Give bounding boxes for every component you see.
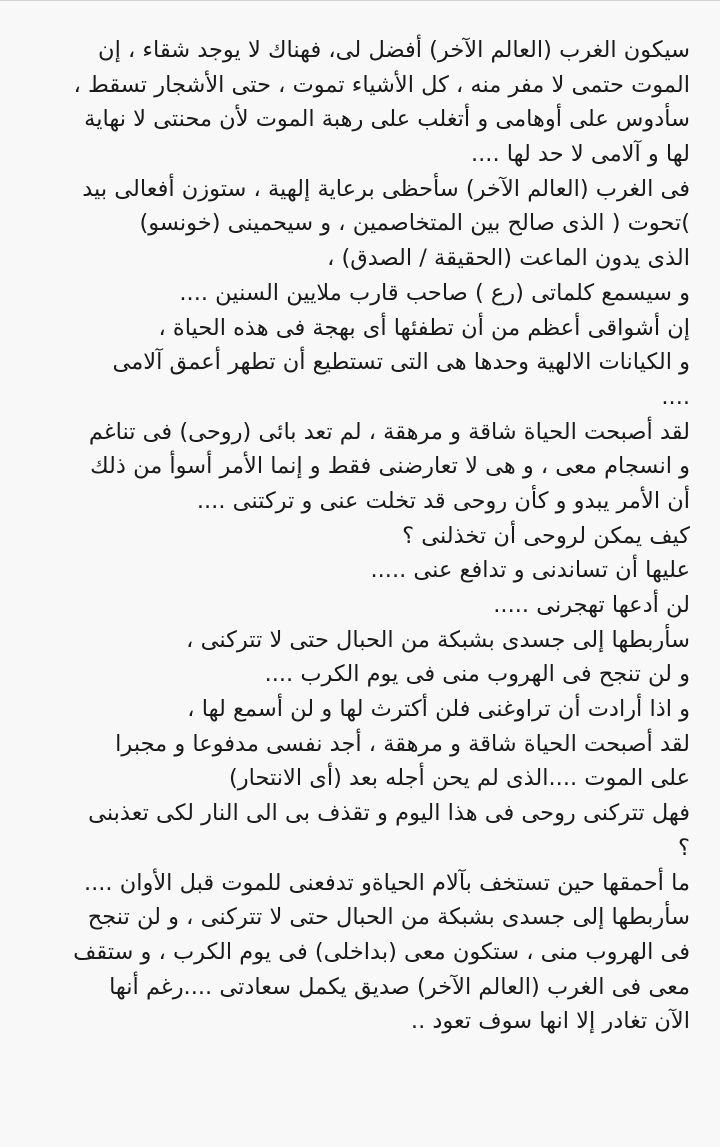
text-line: و سيسمع كلماتى (رع ) صاحب قارب ملايين السنين .... bbox=[179, 279, 690, 306]
text-line: و اذا أرادت أن تراوغنى فلن أكترث لها و لن أسمع لها ، bbox=[187, 696, 690, 723]
text-line: سأربطها إلى جسدى بشبكة من الحبال حتى لا تتركنى ، و لن تنجح bbox=[87, 904, 690, 931]
text-line: فهل تتركنى روحى فى هذا اليوم و تقذف بى الى النار لكى تعذبنى bbox=[88, 800, 690, 827]
text-line: فى الهروب منى ، ستكون معى (بداخلى) فى يوم الكرب ، و ستقف bbox=[73, 938, 690, 965]
text-line: و لن تنجح فى الهروب منى فى يوم الكرب .... bbox=[264, 661, 690, 688]
text-line: كيف يمكن لروحى أن تخذلنى ؟ bbox=[402, 522, 690, 549]
text-line: أن الأمر يبدو و كأن روحى قد تخلت عنى و تركتنى .... bbox=[196, 487, 690, 514]
text-line: عليها أن تساندنى و تدافع عنى ..... bbox=[370, 557, 690, 584]
text-line: فى الغرب (العالم الآخر) سأحظى برعاية إلهية ، ستوزن أفعالى بيد bbox=[82, 175, 690, 202]
text-line: الذى يدون الماعت (الحقيقة / الصدق) ، bbox=[327, 245, 690, 272]
top-divider bbox=[0, 0, 720, 1]
text-line: سأربطها إلى جسدى بشبكة من الحبال حتى لا تتركنى ، bbox=[186, 626, 690, 653]
text-line: إن أشواقى أعظم من أن تطفئها أى بهجة فى هذه الحياة ، bbox=[158, 314, 690, 341]
text-line: على الموت ....الذى لم يحن أجله بعد (أى الانتحار) bbox=[228, 765, 690, 792]
text-line: )تحوت ( الذى صالح بين المتخاصمين ، و سيحمينى (خونسو) bbox=[139, 210, 690, 237]
text-body bbox=[15, 33, 690, 1039]
text-line: الموت حتمى لا مفر منه ، كل الأشياء تموت ، حتى الأشجار تسقط ، bbox=[73, 71, 690, 98]
text-line: و انسجام معى ، و هى لا تعارضنى فقط و إنما الأمر أسوأ من ذلك bbox=[90, 453, 690, 480]
text-line: ما أحمقها حين تستخف بآلام الحياةو تدفعنى للموت قبل الأوان .... bbox=[83, 869, 690, 896]
text-line: سأدوس على أوهامى و أتغلب على رهبة الموت لأن محنتى لا نهاية bbox=[84, 106, 690, 133]
text-line: الآن تغادر إلا انها سوف تعود .. bbox=[410, 1008, 690, 1035]
text-line: لها و آلامى لا حد لها .... bbox=[471, 141, 690, 168]
text-line: لقد أصبحت الحياة شاقة و مرهقة ، لم تعد بائى (روحى) فى تناغم bbox=[88, 418, 690, 445]
text-line: معى فى الغرب (العالم الآخر) صديق يكمل سعادتى ....رغم أنها bbox=[109, 973, 690, 1000]
text-line: سيكون الغرب (العالم الآخر) أفضل لى، فهناك لا يوجد شقاء ، إن bbox=[98, 37, 690, 63]
text-line: لن أدعها تهجرنى ..... bbox=[493, 592, 690, 618]
text-line: لقد أصبحت الحياة شاقة و مرهقة ، أجد نفسى مدفوعا و مجبرا bbox=[115, 730, 690, 757]
text-line: ؟ bbox=[678, 834, 690, 861]
text-line: و الكيانات الالهية وحدها هى التى تستطيع أن تطهر أعمق آلامى bbox=[112, 349, 690, 376]
text-line: .... bbox=[661, 383, 690, 410]
